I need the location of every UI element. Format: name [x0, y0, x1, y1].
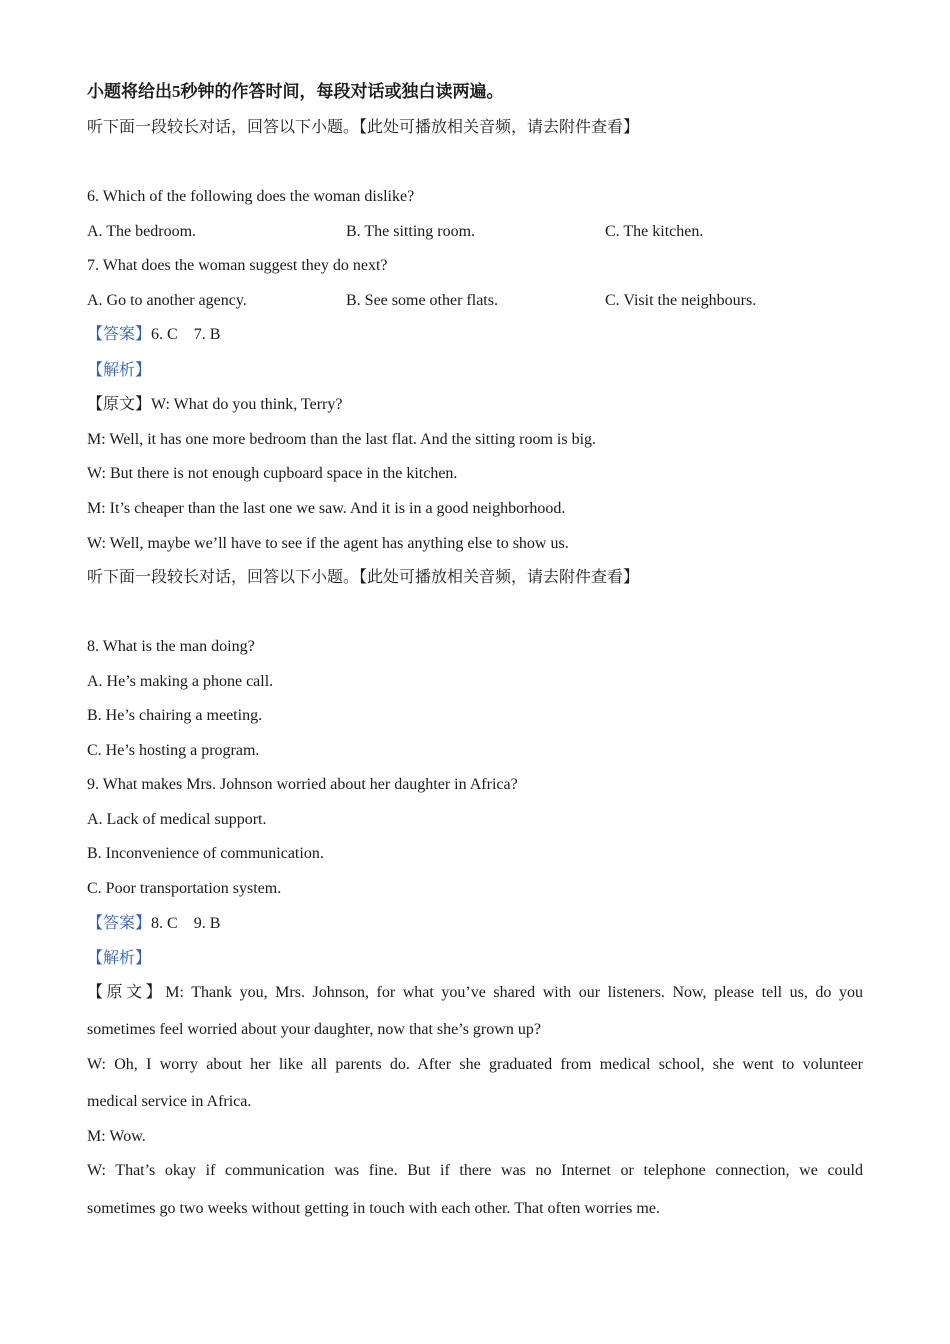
listen-note: 听下面一段较长对话，回答以下小题。【此处可播放相关音频，请去附件查看】: [87, 119, 640, 136]
q7-option-b: B. See some other flats.: [346, 292, 498, 309]
q7-option-c: C. Visit the neighbours.: [605, 292, 757, 309]
q9-option-c: C. Poor transportation system.: [87, 880, 282, 897]
answer-line: [87, 914, 220, 934]
q9-option-a: A. Lack of medical support.: [87, 811, 267, 828]
transcript-line: W: That’s okay if communication was fine. But if there was no Internet or telephone connection, we could: [87, 1162, 863, 1179]
question-7: 7. What does the woman suggest they do next?: [87, 257, 388, 274]
answer-line: [87, 325, 220, 345]
transcript-line: M: Wow.: [87, 1128, 146, 1145]
transcript-line: M: It’s cheaper than the last one we saw. And it is in a good neighborhood.: [87, 500, 566, 517]
answer-tag: 【答案】: [87, 915, 152, 932]
q6-option-a: A. The bedroom.: [87, 223, 197, 240]
transcript-line: sometimes go two weeks without getting in touch with each other. That often worries me.: [87, 1200, 660, 1217]
transcript-line: W: Oh, I worry about her like all parents do. After she graduated from medical school, she went to volunteer: [87, 1056, 863, 1073]
question-9: 9. What makes Mrs. Johnson worried about her daughter in Africa?: [87, 776, 518, 793]
instruction-heading: 小题将给出5秒钟的作答时间，每段对话或独白读两遍。: [87, 82, 504, 101]
transcript-line: [87, 983, 863, 1003]
analysis-tag: 【解析】: [87, 362, 152, 379]
answer-tag: 【答案】: [87, 326, 152, 343]
transcript-tag: 【原文】: [87, 984, 166, 1001]
question-6: 6. Which of the following does the woman dislike?: [87, 188, 415, 205]
q9-option-b: B. Inconvenience of communication.: [87, 845, 324, 862]
transcript-line: sometimes feel worried about your daughter, now that she’s grown up?: [87, 1021, 541, 1038]
q8-option-b: B. He’s chairing a meeting.: [87, 707, 263, 724]
q8-option-c: C. He’s hosting a program.: [87, 742, 260, 759]
transcript-text: M: Thank you, Mrs. Johnson, for what you’ve shared with our listeners. Now, please tell us, do you: [165, 984, 863, 1001]
transcript-line: medical service in Africa.: [87, 1093, 252, 1110]
q8-option-a: A. He’s making a phone call.: [87, 673, 274, 690]
analysis-tag: 【解析】: [87, 950, 152, 967]
transcript-line: W: But there is not enough cupboard space in the kitchen.: [87, 465, 458, 482]
transcript-tag: 【原文】: [87, 396, 152, 413]
answer-text: 6. C 7. B: [151, 326, 221, 343]
question-8: 8. What is the man doing?: [87, 638, 255, 655]
q7-option-a: A. Go to another agency.: [87, 292, 247, 309]
transcript-text: W: What do you think, Terry?: [151, 396, 343, 413]
q6-option-c: C. The kitchen.: [605, 223, 704, 240]
listen-note: 听下面一段较长对话，回答以下小题。【此处可播放相关音频，请去附件查看】: [87, 569, 640, 586]
transcript-line: [87, 395, 342, 415]
transcript-line: M: Well, it has one more bedroom than the last flat. And the sitting room is big.: [87, 431, 597, 448]
transcript-line: W: Well, maybe we’ll have to see if the agent has anything else to show us.: [87, 535, 569, 552]
answer-text: 8. C 9. B: [151, 915, 221, 932]
q6-option-b: B. The sitting room.: [346, 223, 476, 240]
